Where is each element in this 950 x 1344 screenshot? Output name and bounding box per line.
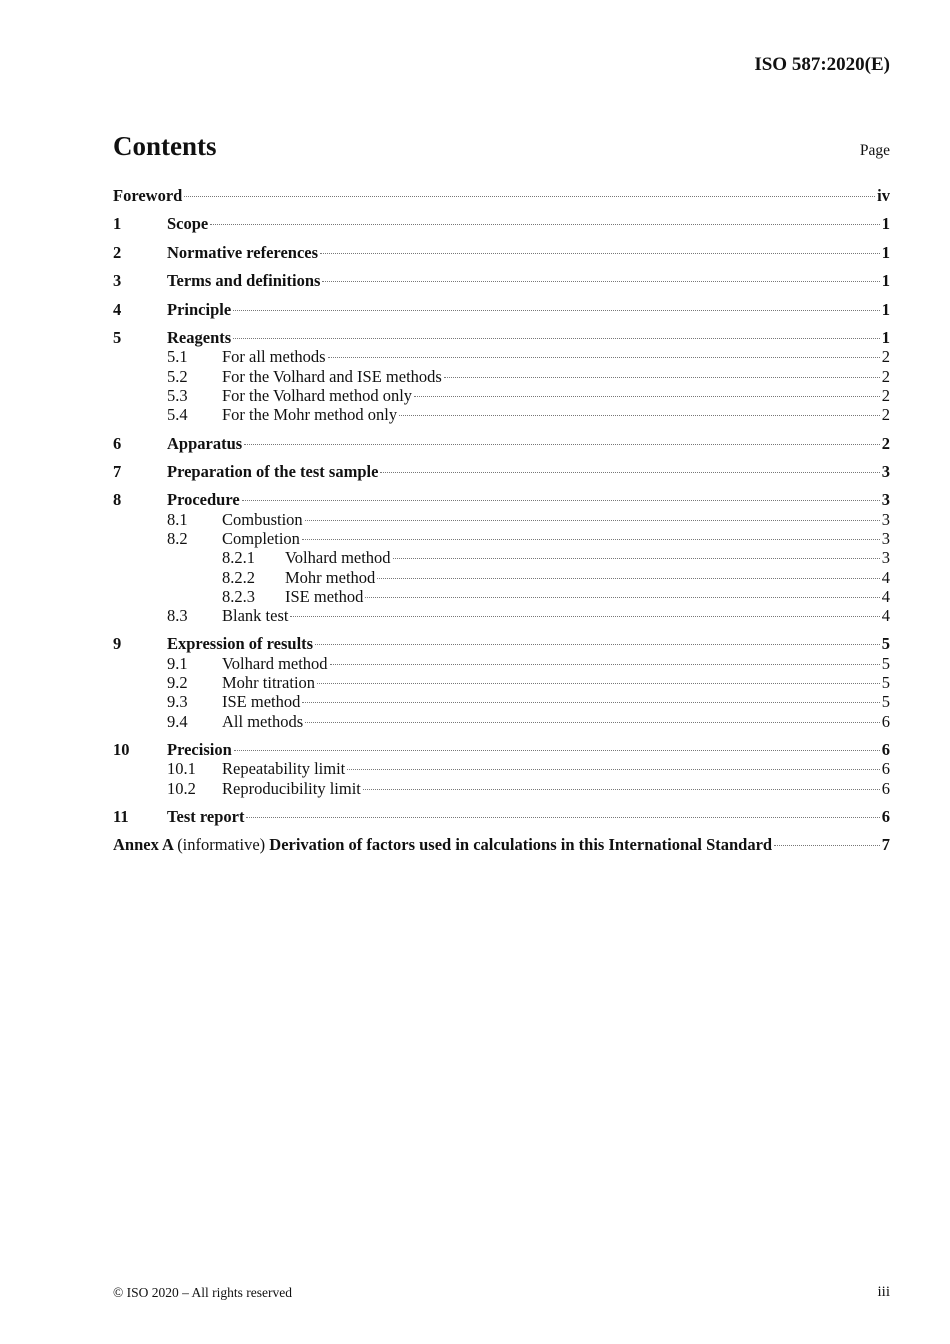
dot-leader bbox=[290, 616, 879, 617]
dot-leader bbox=[244, 444, 880, 445]
toc-entry[interactable] bbox=[113, 740, 890, 759]
section-number: 5.1 bbox=[167, 347, 188, 367]
toc-entry[interactable] bbox=[113, 606, 890, 625]
section-title: Apparatus bbox=[167, 433, 243, 453]
section-number: 1 bbox=[113, 214, 122, 234]
dot-leader bbox=[330, 664, 880, 665]
section-page: 2 bbox=[881, 347, 890, 367]
section-number: 8.2 bbox=[167, 528, 188, 548]
section-page: 1 bbox=[881, 299, 890, 319]
dot-leader bbox=[302, 539, 880, 540]
section-page: 2 bbox=[881, 366, 890, 386]
section-page: 6 bbox=[881, 711, 890, 731]
section-number: 2 bbox=[113, 242, 122, 262]
dot-leader bbox=[363, 789, 880, 790]
annex-page: 7 bbox=[881, 835, 890, 855]
section-title: Reproducibility limit bbox=[222, 778, 361, 798]
dot-leader bbox=[414, 396, 880, 397]
section-title: Precision bbox=[167, 740, 232, 760]
dot-leader bbox=[322, 281, 879, 282]
section-title: All methods bbox=[222, 711, 304, 731]
section-number: 10.1 bbox=[167, 759, 196, 779]
dot-leader bbox=[233, 338, 880, 339]
section-title: Repeatability limit bbox=[222, 759, 346, 779]
toc-entry[interactable] bbox=[113, 654, 890, 673]
section-page: 5 bbox=[881, 653, 890, 673]
section-title: For the Volhard and ISE methods bbox=[222, 366, 442, 386]
section-title: Expression of results bbox=[167, 634, 314, 654]
section-number: 8.2.2 bbox=[222, 567, 255, 587]
annex-qualifier: (informative) bbox=[177, 835, 266, 855]
section-page: 3 bbox=[881, 490, 890, 510]
section-title: Preparation of the test sample bbox=[167, 461, 379, 481]
annex-label: Annex A bbox=[113, 835, 174, 855]
section-number: 6 bbox=[113, 433, 122, 453]
toc-entry[interactable] bbox=[113, 490, 890, 509]
section-number: 5.3 bbox=[167, 385, 188, 405]
section-title: Normative references bbox=[167, 242, 319, 262]
toc-entry[interactable] bbox=[113, 300, 890, 319]
table-of-contents bbox=[113, 186, 890, 855]
annex-title: Derivation of factors used in calculations in this International Standard bbox=[269, 835, 773, 855]
section-number: 8.1 bbox=[167, 509, 188, 529]
page-title: Contents bbox=[113, 131, 217, 161]
section-number: 9 bbox=[113, 634, 122, 654]
toc-entry[interactable] bbox=[113, 529, 890, 548]
section-page: 5 bbox=[881, 692, 890, 712]
section-title: Completion bbox=[222, 528, 300, 548]
dot-leader bbox=[302, 702, 879, 703]
dot-leader bbox=[328, 357, 880, 358]
section-title: Procedure bbox=[167, 490, 240, 510]
section-number: 5.4 bbox=[167, 405, 188, 425]
toc-entry[interactable] bbox=[113, 405, 890, 424]
toc-entry[interactable] bbox=[113, 367, 890, 386]
section-page: 1 bbox=[881, 214, 890, 234]
toc-entry[interactable] bbox=[113, 807, 890, 826]
section-number: 7 bbox=[113, 461, 122, 481]
section-title: Foreword bbox=[113, 186, 183, 205]
section-page: 3 bbox=[881, 528, 890, 548]
section-page: 6 bbox=[881, 740, 890, 760]
page-column-label: Page bbox=[859, 142, 890, 159]
dot-leader bbox=[393, 558, 880, 559]
dot-leader bbox=[242, 500, 880, 501]
section-number: 11 bbox=[113, 807, 129, 827]
section-number: 8 bbox=[113, 490, 122, 510]
section-page: 3 bbox=[881, 548, 890, 568]
toc-entry[interactable] bbox=[113, 186, 890, 205]
section-title: For the Mohr method only bbox=[222, 405, 398, 425]
dot-leader bbox=[380, 472, 879, 473]
dot-leader bbox=[233, 310, 880, 311]
section-title: For the Volhard method only bbox=[222, 385, 413, 405]
section-page: 2 bbox=[881, 405, 890, 425]
dot-leader bbox=[305, 722, 880, 723]
toc-entry[interactable] bbox=[113, 434, 890, 453]
dot-leader bbox=[377, 578, 879, 579]
section-title: Blank test bbox=[222, 606, 289, 626]
section-title: Combustion bbox=[222, 509, 303, 529]
dot-leader bbox=[210, 224, 880, 225]
section-page: 5 bbox=[881, 634, 890, 654]
section-title: ISE method bbox=[285, 586, 364, 606]
section-number: 10 bbox=[113, 740, 130, 760]
toc-entry[interactable] bbox=[113, 712, 890, 731]
toc-entry[interactable] bbox=[113, 328, 890, 347]
section-number: 9.2 bbox=[167, 673, 188, 693]
dot-leader bbox=[365, 597, 879, 598]
annex-title-group bbox=[113, 835, 772, 854]
toc-entry[interactable] bbox=[113, 271, 890, 290]
section-title: Principle bbox=[167, 299, 232, 319]
section-title: Volhard method bbox=[222, 653, 328, 673]
dot-leader bbox=[347, 769, 879, 770]
dot-leader bbox=[305, 520, 880, 521]
section-title: Test report bbox=[167, 807, 245, 827]
dot-leader bbox=[246, 817, 879, 818]
section-page: 6 bbox=[881, 759, 890, 779]
toc-entry[interactable] bbox=[113, 386, 890, 405]
section-title: Mohr titration bbox=[222, 673, 316, 693]
section-title: Scope bbox=[167, 214, 209, 234]
section-page: 2 bbox=[881, 385, 890, 405]
toc-entry[interactable] bbox=[113, 634, 890, 653]
section-page: 1 bbox=[881, 242, 890, 262]
section-number: 5 bbox=[113, 327, 122, 347]
page-number: iii bbox=[877, 1284, 890, 1300]
dot-leader bbox=[399, 415, 880, 416]
section-title: Terms and definitions bbox=[167, 271, 321, 291]
dot-leader bbox=[315, 644, 880, 645]
toc-entry[interactable] bbox=[113, 347, 890, 366]
toc-entry[interactable] bbox=[113, 462, 890, 481]
section-number: 9.1 bbox=[167, 653, 188, 673]
toc-entry[interactable] bbox=[113, 759, 890, 778]
section-number: 9.3 bbox=[167, 692, 188, 712]
toc-entry[interactable] bbox=[113, 673, 890, 692]
section-title: Reagents bbox=[167, 327, 232, 347]
copyright-footer: © ISO 2020 – All rights reserved bbox=[113, 1285, 292, 1300]
section-page: 2 bbox=[881, 433, 890, 453]
toc-entry[interactable] bbox=[113, 243, 890, 262]
toc-entry[interactable] bbox=[113, 779, 890, 798]
dot-leader bbox=[774, 845, 880, 846]
section-page: 1 bbox=[881, 327, 890, 347]
dot-leader bbox=[444, 377, 880, 378]
section-title: ISE method bbox=[222, 692, 301, 712]
toc-entry[interactable] bbox=[113, 214, 890, 233]
toc-entry[interactable] bbox=[113, 692, 890, 711]
section-page: 3 bbox=[881, 461, 890, 481]
section-title: Volhard method bbox=[285, 548, 391, 568]
section-page: 5 bbox=[881, 673, 890, 693]
document-id: ISO 587:2020(E) bbox=[754, 54, 890, 75]
section-number: 9.4 bbox=[167, 711, 188, 731]
section-page: 6 bbox=[881, 778, 890, 798]
dot-leader bbox=[320, 253, 880, 254]
toc-entry[interactable] bbox=[113, 548, 890, 567]
section-page: 6 bbox=[881, 807, 890, 827]
section-title: Mohr method bbox=[285, 567, 376, 587]
section-page: iv bbox=[877, 186, 890, 205]
toc-entry[interactable] bbox=[113, 568, 890, 587]
section-page: 4 bbox=[881, 606, 890, 626]
dot-leader bbox=[317, 683, 880, 684]
section-title: For all methods bbox=[222, 347, 326, 367]
section-number: 3 bbox=[113, 271, 122, 291]
section-page: 4 bbox=[881, 586, 890, 606]
dot-leader bbox=[234, 750, 880, 751]
section-page: 3 bbox=[881, 509, 890, 529]
section-page: 4 bbox=[881, 567, 890, 587]
toc-entry-annex[interactable] bbox=[113, 835, 890, 854]
section-number: 4 bbox=[113, 299, 122, 319]
section-number: 8.2.3 bbox=[222, 586, 255, 606]
section-page: 1 bbox=[881, 271, 890, 291]
section-number: 8.3 bbox=[167, 606, 188, 626]
toc-entry[interactable] bbox=[113, 587, 890, 606]
section-number: 5.2 bbox=[167, 366, 188, 386]
section-number: 10.2 bbox=[167, 778, 196, 798]
section-number: 8.2.1 bbox=[222, 548, 255, 568]
toc-entry[interactable] bbox=[113, 510, 890, 529]
dot-leader bbox=[184, 196, 875, 197]
